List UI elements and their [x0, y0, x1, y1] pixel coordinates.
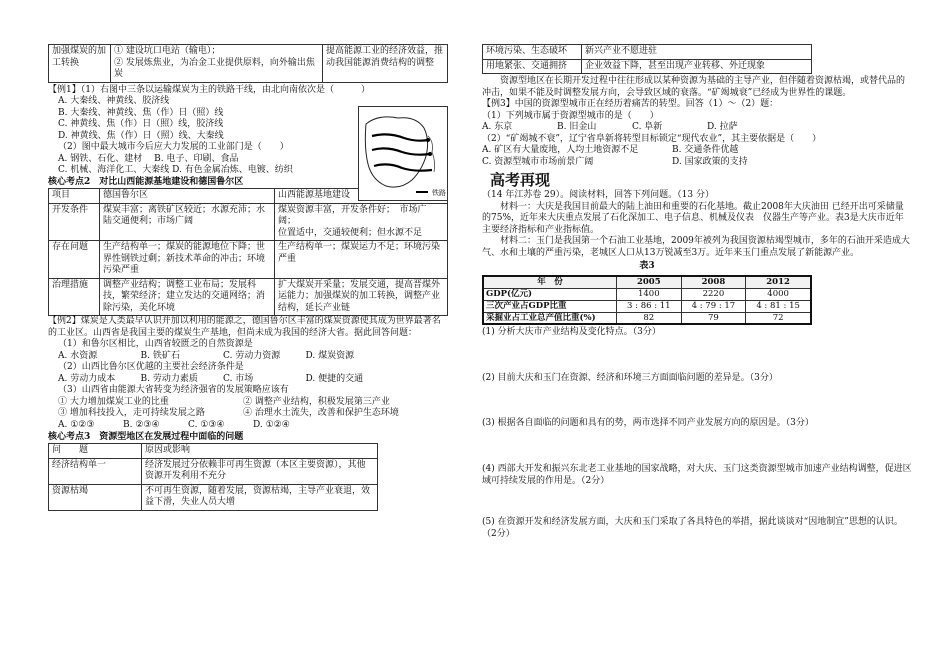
table-row	[483, 300, 811, 312]
option-row	[48, 408, 428, 420]
cell: 三次产业占GDP比重	[483, 300, 617, 312]
material-2: 材料二：玉门是我国第一个石油工业基地，2009年被列为我国资源枯竭型城市，多年的石油开采造成大气、水和土壤的严重污染，老城区人口从13万锐减至3万。近年来玉门重点发展了新能源产业。	[482, 236, 910, 258]
option[interactable]: A. 东京	[482, 122, 513, 133]
answer-space[interactable]	[482, 339, 912, 373]
measure-item: ② 发展炼焦业，为冶金工业提供原料，向外输出焦炭	[114, 57, 315, 80]
table-header	[49, 444, 378, 459]
cell: 4 : 79 : 17	[681, 300, 746, 312]
cell: 用地紧张、交通拥挤	[483, 59, 582, 74]
table-row	[49, 203, 448, 241]
option[interactable]: A. 钢铁、石化、建材	[58, 153, 143, 164]
header-cell: 项目	[49, 189, 100, 204]
cell: 4000	[746, 288, 811, 300]
material-1: 材料一：大庆是我国目前最大的陆上油田和重要的石化基地。截止2008年大庆油田 已经开出可采储量的75%，近年来大庆重点发展了石化深加工、电子信息、机械及仪表 仪器生产等产业。表3是大庆市近年主要经济指标和产业指标值。	[482, 201, 904, 235]
question-1: (1) 分析大庆市产业结构及变化特点。（3分）	[482, 327, 661, 338]
question-3: (3) 根据各自面临的问题和具有的势，两市选择不同产业发展方向的原因是。（3分）	[482, 418, 814, 429]
header-cell: 原因或影响	[142, 444, 378, 459]
option[interactable]: A. 大秦线、神黄线、胶济线	[58, 96, 170, 107]
cell: 82	[617, 312, 682, 324]
option[interactable]: A. 矿区有大量废地，人均土地资源不足	[482, 145, 639, 156]
cell: 4 : 81 : 15	[746, 300, 811, 312]
header-cell: 2012	[746, 276, 811, 288]
resource-problems-table-cont	[482, 44, 812, 74]
core-point-3-title: 核心考点3 资源型地区在发展过程中面临的问题	[48, 431, 244, 442]
option-row	[48, 165, 358, 177]
cell: GDP(亿元)	[483, 288, 617, 300]
cell: 煤炭资源丰富，开发条件好； 市场广阔； 位置适中，交通较便利；但水源不足	[275, 203, 448, 241]
daqing-indicators-table	[482, 275, 812, 326]
header-cell: 山西能源基地建设	[275, 189, 448, 204]
option[interactable]: D. 便捷的交通	[305, 373, 364, 384]
question-text: （1）下列城市属于资源型城市的是（ ）	[482, 110, 659, 121]
cell: 调整产业结构；调整工业布局；发展科技，繁荣经济；建立发达的交通网络；消除污染，美化环境	[100, 278, 275, 316]
cell: 开发条件	[49, 203, 100, 241]
option[interactable]: C. ①③④	[188, 419, 225, 430]
cell: 扩大煤炭开采量；发展交通，提高晋煤外运能力；加强煤炭的加工转换，调整产业结构，延长产业链	[275, 278, 448, 316]
cell: 治理措施	[49, 278, 100, 316]
cell: 1400	[617, 288, 682, 300]
row-effect: 提高能源工业的经济效益，推动我国能源消费结构的调整	[323, 45, 448, 83]
cell: 经济发展过分依赖非可再生资源（本区主要资源），其他资源开发利用不充分	[142, 458, 378, 484]
option-row	[482, 145, 862, 157]
cell: 2220	[681, 288, 746, 300]
table-row	[483, 45, 812, 60]
option[interactable]: C. 资源型城市市场前景广阔	[482, 156, 594, 167]
option[interactable]: B. 交通条件优越	[672, 145, 739, 156]
question-text: （2）“矿竭城不衰”，辽宁省阜新将转型目标锁定“现代农业”，其主要依据是（ ）	[482, 133, 822, 144]
question-text: 【例1】（1）右图中三条以运输煤炭为主的铁路干线，由北向南依次是（ ）	[48, 84, 370, 95]
map-legend-label: 铁路	[432, 189, 446, 197]
cell: 存在问题	[49, 241, 100, 279]
option-row	[48, 420, 318, 432]
header-cell: 德国鲁尔区	[100, 189, 275, 204]
answer-space[interactable]	[482, 384, 912, 418]
source-line: （14 年江苏卷 29）。阅读材料，回答下列问题。（13 分）	[482, 190, 714, 201]
option-row	[482, 122, 782, 134]
question-intro: 【例2】煤炭是人类最早认识并加以利用的能源之，德国鲁尔区丰富的煤炭资源使其成为世界最著名的工业区。山西省是我国主要的煤炭生产基地，但尚未成为我国的经济大省。据此回答问题：	[48, 316, 441, 338]
option[interactable]: D. 拉萨	[707, 122, 738, 133]
answer-space[interactable]	[482, 430, 912, 464]
ruhr-shanxi-table	[48, 188, 448, 316]
option[interactable]: B. ②③④	[123, 419, 160, 430]
table-row	[49, 458, 378, 484]
cell: 生产结构单一；煤炭运力不足；环境污染严重	[275, 241, 448, 279]
resource-problems-table	[48, 443, 378, 511]
table-caption: 表3	[639, 261, 655, 272]
coal-processing-table	[48, 44, 448, 83]
table-row	[483, 59, 812, 74]
table-row	[49, 278, 448, 316]
cell: 环境污染、生态破坏	[483, 45, 582, 60]
row-measures	[111, 45, 323, 83]
core-point-2-title: 核心考点2 对比山西能源基地建设和德国鲁尔区	[48, 176, 244, 187]
question-text: （2）山西比鲁尔区优越的主要社会经济条件是	[58, 362, 244, 373]
option[interactable]: A. 劳动力成本	[58, 373, 116, 384]
header-cell: 2005	[617, 276, 682, 288]
option[interactable]: B. 劳动力素质	[140, 373, 198, 384]
example-2	[48, 316, 448, 431]
option[interactable]: D. 煤炭资源	[305, 350, 355, 361]
option-row	[48, 374, 388, 386]
answer-space[interactable]	[482, 487, 912, 517]
statement: ① 大力增加煤炭工业的比重	[58, 396, 169, 407]
cell: 企业效益下降，甚至出现产业转移、外迁现象	[582, 59, 812, 74]
question-5: (5) 在资源开发和经济发展方面，大庆和玉门采取了各具特色的举措，据此谈谈对“因地制宜”思想的认识。（2分）	[482, 517, 903, 539]
option-row	[48, 351, 388, 363]
table-row	[49, 45, 448, 83]
summary-paragraph: 资源型地区在长期开发过程中往往形成以某种资源为基础的主导产业，但伴随着资源枯竭，或替代品的冲击，如果不能及时调整发展方向，会导致区域的衰落。“矿竭城衰”已经成为世界性的课题。	[482, 76, 906, 98]
option[interactable]: C. 阜新	[632, 122, 663, 133]
example-3	[482, 99, 912, 168]
option[interactable]: B. 电子、印刷、食品	[154, 153, 239, 164]
left-column	[48, 44, 448, 511]
statement: ③ 增加科技投入，走可持续发展之路	[58, 408, 205, 419]
option-row	[482, 157, 862, 169]
option[interactable]: D. ①②④	[253, 419, 290, 430]
option[interactable]: C. 机械、海洋化工、大秦线	[58, 165, 170, 176]
option-row	[48, 397, 428, 409]
table-row	[483, 288, 811, 300]
cell: 煤炭丰富；离铁矿区较近；水源充沛；水陆交通便利；市场广阔	[100, 203, 275, 241]
option[interactable]: C. 劳动力资源	[223, 350, 281, 361]
row-label: 加强煤炭的加工转换	[49, 45, 111, 83]
railway-map-image	[358, 106, 448, 201]
measure-item: ① 建设坑口电站（输电）；	[114, 46, 221, 56]
question-4: (4) 西部大开发和振兴东北老工业基地的国家战略，对大庆、玉门这类资源型城市加速产业结构调整，促进区域可持续发展的作用是。（2分）	[482, 464, 912, 486]
question-text: （2）图中最大城市今后应大力发展的工业部门是（ ）	[58, 142, 289, 153]
table-row	[49, 484, 378, 510]
statement: ② 调整产业结构，积极发展第三产业	[243, 396, 390, 407]
cell: 经济结构单一	[49, 458, 142, 484]
cell: 资源枯竭	[49, 484, 142, 510]
statement: ④ 治理水土流失，改善和保护生态环境	[243, 408, 399, 419]
question-intro: 【例3】中国的资源型城市正在经历着痛苦的转型。回答（1）～（2）题：	[482, 99, 779, 110]
table-row	[483, 312, 811, 324]
table-row	[49, 241, 448, 279]
option[interactable]: B. 大秦线、神黄线、焦（作）日（照）线	[58, 107, 224, 118]
option[interactable]: C. 市场	[223, 373, 254, 384]
cell: 新兴产业不愿进驻	[582, 45, 812, 60]
header-cell: 年 份	[483, 276, 617, 288]
option[interactable]: D. 神黄线、焦（作）日（照）线、大秦线	[58, 130, 224, 141]
cell: 采掘业占工业总产值比重(%)	[483, 312, 617, 324]
option[interactable]: A. ①②③	[58, 419, 95, 430]
question-2: (2) 目前大庆和玉门在资源、经济和环境三方面面临问题的差异是。（3分）	[482, 372, 778, 383]
option[interactable]: B. 旧金山	[557, 122, 597, 133]
cell: 生产结构单一；煤炭的能源地位下降；世界性钢铁过剩；新技术革命的冲击；环境污染严重	[100, 241, 275, 279]
question-text: （1）和鲁尔区相比，山西省较匮乏的自然资源是	[58, 339, 253, 350]
cell: 不可再生资源，随着发展，资源枯竭，主导产业衰退，效益下滑，失业人员大增	[142, 484, 378, 510]
option[interactable]: C. 神黄线、焦（作）日（照）线，胶济线	[58, 119, 224, 130]
option-row	[48, 154, 358, 166]
question-text: （3）山西省由能源大省转变为经济强省的发展策略应该有	[58, 385, 289, 396]
right-column	[482, 44, 912, 540]
cell: 79	[681, 312, 746, 324]
header-cell: 2008	[681, 276, 746, 288]
table-header	[483, 276, 811, 288]
cell: 72	[746, 312, 811, 324]
header-cell: 问 题	[49, 444, 142, 459]
section-heading: 高考再现	[490, 171, 551, 190]
option[interactable]: D. 国家政策的支持	[672, 156, 748, 167]
cell: 3 : 86 : 11	[617, 300, 682, 312]
option[interactable]: B. 铁矿石	[140, 350, 180, 361]
option[interactable]: A. 水资源	[58, 350, 98, 361]
option[interactable]: D. 有色金属冶炼、电镀、纺织	[172, 165, 293, 176]
